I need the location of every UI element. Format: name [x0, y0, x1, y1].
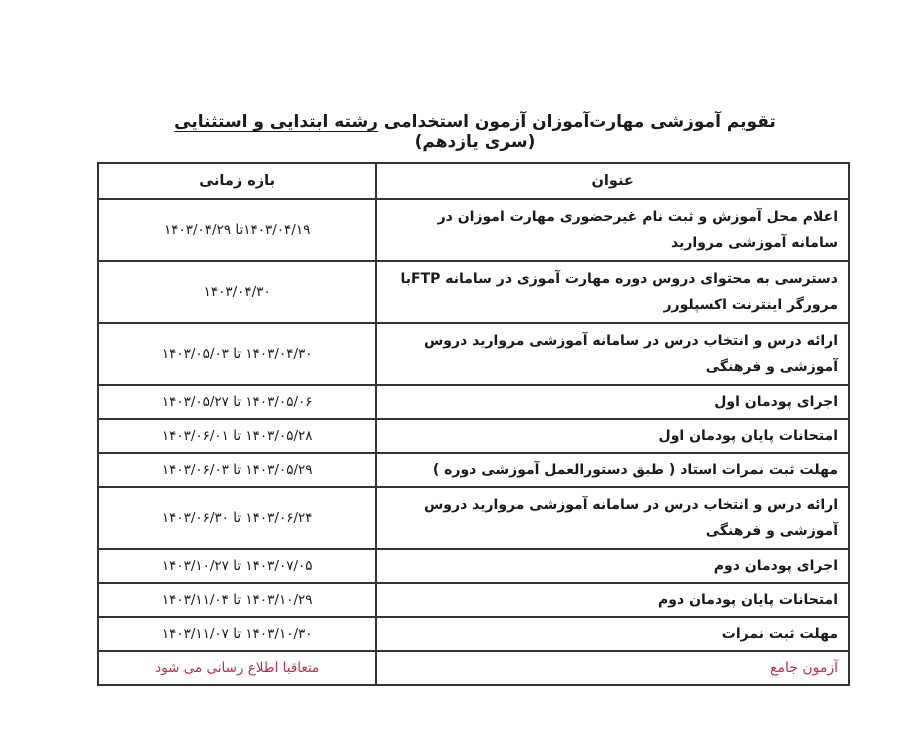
table-row [98, 323, 849, 385]
table-row-comprehensive-exam [98, 651, 849, 685]
page-title [150, 112, 800, 152]
row-period [98, 199, 376, 261]
row-title: مهلت ثبت نمرات [376, 617, 849, 651]
period-text: ۱۴۰۳/۱۰/۲۹ تا ۱۴۰۳/۱۱/۰۴ [161, 592, 313, 608]
row-title: دسترسی به محتوای دروس دوره مهارت آموزی در سامانه FTPبا مرورگر اینترنت اکسپلورر [376, 261, 849, 323]
title-text-1: تقویم آموزشی مهارت‌آموزان آزمون استخدامی [377, 112, 776, 132]
row-title: مهلت ثبت نمرات استاد ( طبق دستورالعمل آموزشی دوره ) [376, 453, 849, 487]
row-period [98, 385, 376, 419]
period-text: ۱۴۰۳/۰۵/۲۹ تا ۱۴۰۳/۰۶/۰۳ [161, 462, 313, 478]
table-row [98, 487, 849, 549]
title-underlined-text: رشته ابتدایی و استثنایی [174, 112, 378, 132]
row-period [98, 261, 376, 323]
title-text-2: (سری یازدهم) [414, 132, 536, 152]
header-period: بازه زمانی [98, 163, 376, 199]
period-text: ۱۴۰۳/۰۶/۲۴ تا ۱۴۰۳/۰۶/۳۰ [161, 510, 313, 526]
row-period [98, 617, 376, 651]
table-row [98, 583, 849, 617]
period-text: ۱۴۰۳/۰۴/۳۰ [203, 284, 271, 300]
period-text: متعاقبا اطلاع رسانی می شود [155, 660, 320, 676]
row-title: امتحانات پایان پودمان اول [376, 419, 849, 453]
period-text: ۱۴۰۳/۰۷/۰۵ تا ۱۴۰۳/۱۰/۲۷ [161, 558, 313, 574]
row-title: ارائه درس و انتخاب درس در سامانه آموزشی مروارید دروس آموزشی و فرهنگی [376, 323, 849, 385]
row-period [98, 549, 376, 583]
table-header-row [98, 163, 849, 199]
table-row [98, 453, 849, 487]
row-title: ارائه درس و انتخاب درس در سامانه آموزشی مروارید دروس آموزشی و فرهنگی [376, 487, 849, 549]
schedule-table [97, 162, 850, 686]
period-text: ۱۴۰۳/۰۵/۰۶ تا ۱۴۰۳/۰۵/۲۷ [161, 394, 313, 410]
row-period [98, 323, 376, 385]
table-row [98, 199, 849, 261]
row-period [98, 487, 376, 549]
row-title: اجرای پودمان دوم [376, 549, 849, 583]
table-row [98, 617, 849, 651]
row-title: آزمون جامع [376, 651, 849, 685]
row-period [98, 583, 376, 617]
period-text: ۱۴۰۳/۰۵/۲۸ تا ۱۴۰۳/۰۶/۰۱ [161, 428, 313, 444]
row-title: امتحانات پایان پودمان دوم [376, 583, 849, 617]
table-row [98, 549, 849, 583]
row-title: اعلام محل آموزش و ثبت نام غیرحضوری مهارت اموزان در سامانه آموزشی مروارید [376, 199, 849, 261]
row-period [98, 651, 376, 685]
table-row [98, 419, 849, 453]
table-row [98, 261, 849, 323]
header-title: عنوان [376, 163, 849, 199]
row-period [98, 419, 376, 453]
period-text: ۱۴۰۳/۱۰/۳۰ تا ۱۴۰۳/۱۱/۰۷ [161, 626, 313, 642]
period-text: ۱۴۰۳/۰۴/۳۰ تا ۱۴۰۳/۰۵/۰۳ [161, 346, 313, 362]
row-period [98, 453, 376, 487]
period-text: ۱۴۰۳/۰۴/۱۹تا ۱۴۰۳/۰۴/۲۹ [163, 222, 311, 238]
row-title: اجرای پودمان اول [376, 385, 849, 419]
table-row [98, 385, 849, 419]
